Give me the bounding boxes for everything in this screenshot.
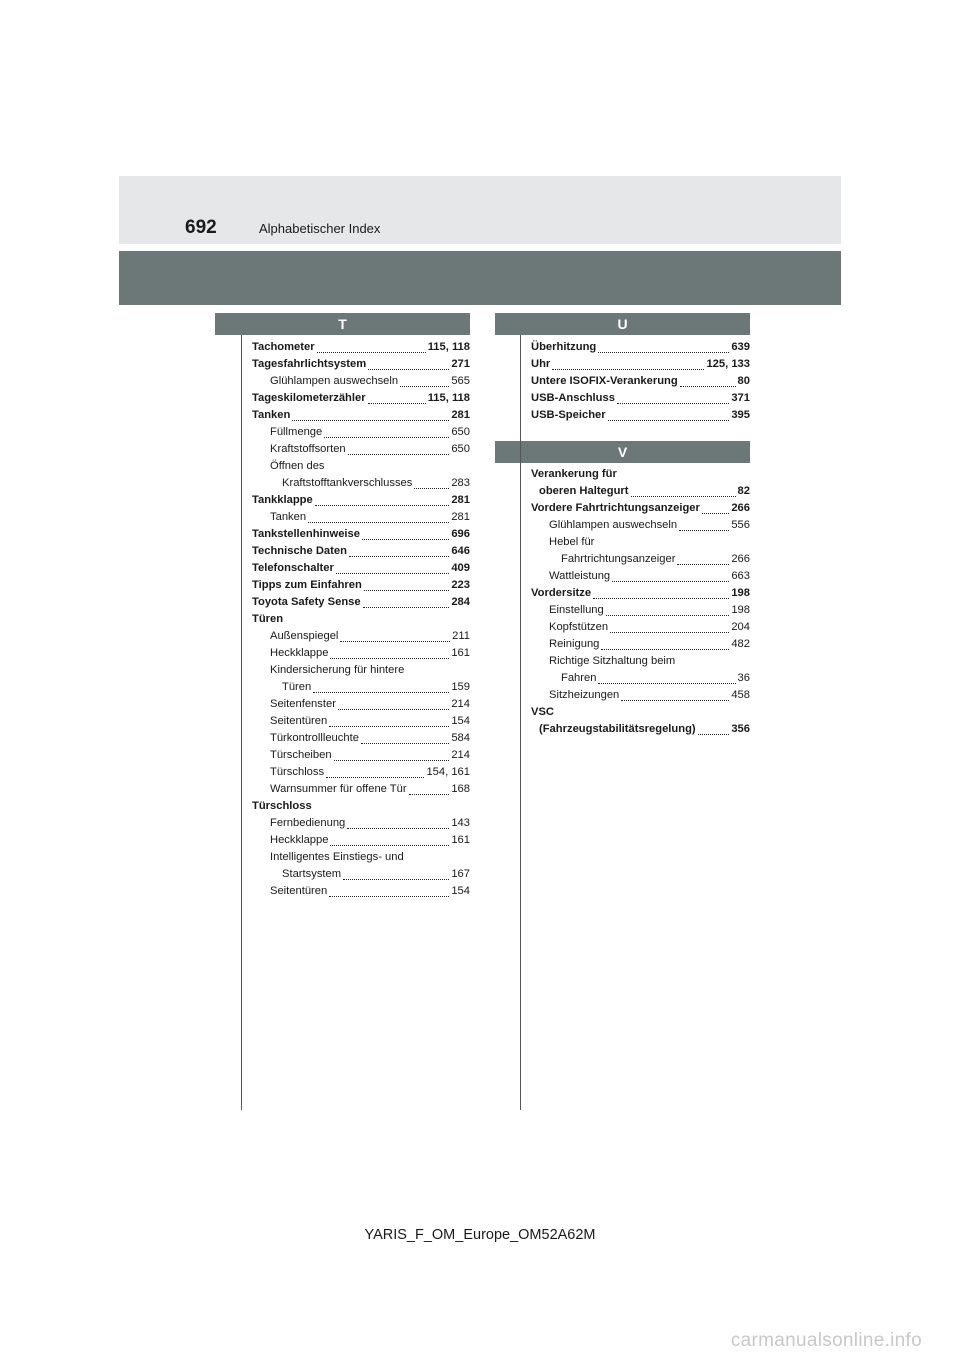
entry-page-ref: 663 bbox=[731, 570, 750, 582]
entry-term: Heckklappe bbox=[270, 834, 329, 846]
dot-leader bbox=[313, 682, 449, 693]
dot-leader bbox=[363, 597, 450, 608]
entry-term: Tankklappe bbox=[252, 494, 313, 506]
index-entry bbox=[252, 390, 470, 407]
entry-page-ref: 161 bbox=[451, 647, 470, 659]
index-entry bbox=[252, 339, 470, 356]
entry-term: Einstellung bbox=[549, 604, 604, 616]
index-entry bbox=[252, 866, 470, 883]
index-entry bbox=[531, 653, 750, 670]
entry-term: Richtige Sitzhaltung beim bbox=[549, 655, 676, 667]
index-entry bbox=[252, 492, 470, 509]
entry-term: Tanken bbox=[270, 511, 307, 523]
entry-page-ref: 143 bbox=[451, 817, 470, 829]
index-entry bbox=[252, 798, 470, 815]
index-entry bbox=[531, 670, 750, 687]
entry-term: Vordere Fahrtrichtungsanzeiger bbox=[531, 502, 700, 514]
entry-page-ref: 646 bbox=[451, 545, 470, 557]
dot-leader bbox=[368, 359, 449, 370]
entry-term: Türschloss bbox=[270, 766, 325, 778]
entry-page-ref: 281 bbox=[451, 409, 470, 421]
dot-leader bbox=[598, 673, 735, 684]
entry-page-ref: 482 bbox=[731, 638, 750, 650]
entry-term: Seitentüren bbox=[270, 715, 328, 727]
index-entry bbox=[531, 534, 750, 551]
entry-term: Vordersitze bbox=[531, 587, 592, 599]
entry-page-ref: 115, 118 bbox=[427, 392, 470, 404]
entry-page-ref: 271 bbox=[451, 358, 470, 370]
entry-term: Türen bbox=[252, 613, 284, 625]
dot-leader bbox=[347, 818, 449, 829]
document-code: YARIS_F_OM_Europe_OM52A62M bbox=[364, 1227, 596, 1243]
entry-page-ref: 395 bbox=[731, 409, 750, 421]
chapter-band bbox=[119, 251, 841, 305]
entry-term: Türen bbox=[282, 681, 312, 693]
dot-leader bbox=[621, 690, 729, 701]
entry-term: (Fahrzeugstabilitätsregelung) bbox=[539, 723, 696, 735]
index-entry bbox=[252, 543, 470, 560]
entry-term: VSC bbox=[531, 706, 555, 718]
entry-term: Sitzheizungen bbox=[549, 689, 620, 701]
index-entry bbox=[252, 356, 470, 373]
dot-leader bbox=[698, 724, 730, 735]
entry-page-ref: 154 bbox=[451, 885, 470, 897]
entry-page-ref: 556 bbox=[731, 519, 750, 531]
entry-term: USB-Anschluss bbox=[531, 392, 615, 404]
dot-leader bbox=[343, 869, 449, 880]
section-title: Alphabetischer Index bbox=[259, 221, 381, 236]
index-entry bbox=[252, 679, 470, 696]
index-column-v bbox=[531, 466, 750, 738]
dot-leader bbox=[292, 410, 449, 421]
entry-page-ref: 584 bbox=[451, 732, 470, 744]
index-entry bbox=[531, 466, 750, 483]
index-entry bbox=[531, 619, 750, 636]
index-entry bbox=[252, 662, 470, 679]
dot-leader bbox=[631, 486, 736, 497]
entry-page-ref: 283 bbox=[451, 477, 470, 489]
entry-page-ref: 266 bbox=[731, 553, 750, 565]
entry-term: Telefonschalter bbox=[252, 562, 334, 574]
entry-term: Warnsummer für offene Tür bbox=[270, 783, 407, 795]
index-entry bbox=[531, 500, 750, 517]
entry-term: Fahren bbox=[561, 672, 597, 684]
entry-term: Kraftstoffsorten bbox=[270, 443, 346, 455]
dot-leader bbox=[702, 503, 729, 514]
index-entry bbox=[252, 764, 470, 781]
dot-leader bbox=[330, 648, 449, 659]
entry-page-ref: 154, 161 bbox=[426, 766, 470, 778]
entry-term: Technische Daten bbox=[252, 545, 347, 557]
entry-term: Seitenfenster bbox=[270, 698, 336, 710]
index-entry bbox=[252, 577, 470, 594]
entry-page-ref: 36 bbox=[737, 672, 750, 684]
index-entry bbox=[252, 475, 470, 492]
entry-page-ref: 214 bbox=[451, 698, 470, 710]
index-entry bbox=[252, 713, 470, 730]
index-entry bbox=[531, 551, 750, 568]
dot-leader bbox=[677, 554, 729, 565]
entry-term: Überhitzung bbox=[531, 341, 597, 353]
entry-page-ref: 458 bbox=[731, 689, 750, 701]
index-entry bbox=[252, 526, 470, 543]
column-divider-right bbox=[520, 335, 521, 1110]
index-entry bbox=[531, 356, 750, 373]
entry-page-ref: 371 bbox=[731, 392, 750, 404]
entry-page-ref: 650 bbox=[451, 426, 470, 438]
entry-term: Kindersicherung für hintere bbox=[270, 664, 405, 676]
dot-leader bbox=[362, 529, 449, 540]
entry-page-ref: 639 bbox=[731, 341, 750, 353]
index-entry bbox=[252, 696, 470, 713]
entry-term: Fahrtrichtungsanzeiger bbox=[561, 553, 676, 565]
dot-leader bbox=[606, 605, 730, 616]
index-column-t bbox=[252, 339, 470, 900]
column-divider-left bbox=[241, 335, 242, 1110]
dot-leader bbox=[598, 342, 729, 353]
dot-leader bbox=[315, 495, 450, 506]
entry-term: Seitentüren bbox=[270, 885, 328, 897]
entry-term: USB-Speicher bbox=[531, 409, 606, 421]
entry-page-ref: 696 bbox=[451, 528, 470, 540]
entry-term: Tankstellenhinweise bbox=[252, 528, 360, 540]
entry-term: Wattleistung bbox=[549, 570, 611, 582]
entry-term: Öffnen des bbox=[270, 460, 325, 472]
dot-leader bbox=[340, 631, 450, 642]
index-entry bbox=[252, 458, 470, 475]
index-entry bbox=[252, 628, 470, 645]
entry-term: Hebel für bbox=[549, 536, 595, 548]
entry-term: Tanken bbox=[252, 409, 291, 421]
entry-term: Füllmenge bbox=[270, 426, 323, 438]
dot-leader bbox=[326, 767, 424, 778]
dot-leader bbox=[593, 588, 729, 599]
dot-leader bbox=[610, 622, 729, 633]
index-entry bbox=[252, 594, 470, 611]
entry-term: Reinigung bbox=[549, 638, 600, 650]
index-entry bbox=[531, 373, 750, 390]
entry-term: Intelligentes Einstiegs- und bbox=[270, 851, 404, 863]
index-entry bbox=[531, 483, 750, 500]
dot-leader bbox=[612, 571, 729, 582]
index-entry bbox=[252, 509, 470, 526]
entry-term: Startsystem bbox=[282, 868, 342, 880]
entry-term: Türschloss bbox=[252, 800, 312, 812]
entry-page-ref: 198 bbox=[731, 587, 750, 599]
index-entry bbox=[531, 407, 750, 424]
entry-page-ref: 82 bbox=[737, 485, 750, 497]
dot-leader bbox=[329, 716, 449, 727]
entry-term: Glühlampen auswechseln bbox=[549, 519, 678, 531]
index-entry bbox=[252, 611, 470, 628]
entry-term: Glühlampen auswechseln bbox=[270, 375, 399, 387]
dot-leader bbox=[308, 512, 449, 523]
dot-leader bbox=[348, 444, 450, 455]
entry-term: Untere ISOFIX-Verankerung bbox=[531, 375, 678, 387]
entry-page-ref: 565 bbox=[451, 375, 470, 387]
index-entry bbox=[531, 568, 750, 585]
index-column-u bbox=[531, 339, 750, 424]
entry-page-ref: 281 bbox=[451, 511, 470, 523]
dot-leader bbox=[414, 478, 449, 489]
index-entry bbox=[252, 560, 470, 577]
index-entry bbox=[252, 407, 470, 424]
entry-page-ref: 281 bbox=[451, 494, 470, 506]
dot-leader bbox=[338, 699, 449, 710]
index-entry bbox=[531, 721, 750, 738]
entry-page-ref: 161 bbox=[451, 834, 470, 846]
entry-term: Tachometer bbox=[252, 341, 315, 353]
dot-leader bbox=[368, 393, 426, 404]
entry-page-ref: 167 bbox=[451, 868, 470, 880]
index-entry bbox=[531, 636, 750, 653]
entry-page-ref: 409 bbox=[451, 562, 470, 574]
index-entry bbox=[252, 832, 470, 849]
index-entry bbox=[531, 339, 750, 356]
header-band bbox=[119, 176, 841, 244]
dot-leader bbox=[349, 546, 449, 557]
index-entry bbox=[252, 815, 470, 832]
index-entry bbox=[252, 883, 470, 900]
letter-heading-t: T bbox=[215, 313, 470, 335]
index-entry bbox=[252, 441, 470, 458]
entry-term: Fernbedienung bbox=[270, 817, 346, 829]
letter-heading-v: V bbox=[495, 441, 750, 463]
dot-leader bbox=[364, 580, 450, 591]
index-entry bbox=[531, 704, 750, 721]
dot-leader bbox=[330, 835, 449, 846]
entry-page-ref: 115, 118 bbox=[427, 341, 470, 353]
page-number: 692 bbox=[185, 217, 217, 238]
watermark: carmanualsonline.info bbox=[730, 1330, 922, 1351]
entry-term: Türscheiben bbox=[270, 749, 332, 761]
entry-term: Uhr bbox=[531, 358, 551, 370]
index-entry bbox=[252, 373, 470, 390]
entry-page-ref: 650 bbox=[451, 443, 470, 455]
index-entry bbox=[252, 645, 470, 662]
entry-page-ref: 211 bbox=[452, 630, 470, 642]
entry-page-ref: 198 bbox=[731, 604, 750, 616]
entry-page-ref: 204 bbox=[731, 621, 750, 633]
dot-leader bbox=[679, 520, 729, 531]
dot-leader bbox=[317, 342, 426, 353]
index-entry bbox=[531, 390, 750, 407]
entry-term: Verankerung für bbox=[531, 468, 617, 480]
entry-term: Kraftstofftankverschlusses bbox=[282, 477, 413, 489]
entry-term: Toyota Safety Sense bbox=[252, 596, 361, 608]
entry-term: Außenspiegel bbox=[270, 630, 339, 642]
entry-page-ref: 223 bbox=[451, 579, 470, 591]
letter-heading-u: U bbox=[495, 313, 750, 335]
entry-page-ref: 154 bbox=[451, 715, 470, 727]
index-entry bbox=[531, 602, 750, 619]
entry-term: Tagesfahrlichtsystem bbox=[252, 358, 367, 370]
index-entry bbox=[252, 424, 470, 441]
entry-page-ref: 284 bbox=[451, 596, 470, 608]
dot-leader bbox=[336, 563, 449, 574]
dot-leader bbox=[409, 784, 450, 795]
dot-leader bbox=[680, 376, 736, 387]
dot-leader bbox=[329, 886, 449, 897]
entry-page-ref: 125, 133 bbox=[706, 358, 750, 370]
dot-leader bbox=[334, 750, 450, 761]
dot-leader bbox=[608, 410, 730, 421]
entry-page-ref: 356 bbox=[731, 723, 750, 735]
entry-page-ref: 168 bbox=[451, 783, 470, 795]
index-entry bbox=[531, 687, 750, 704]
entry-term: Tipps zum Einfahren bbox=[252, 579, 362, 591]
entry-term: Tageskilometerzähler bbox=[252, 392, 366, 404]
entry-term: oberen Haltegurt bbox=[539, 485, 629, 497]
index-entry bbox=[252, 747, 470, 764]
dot-leader bbox=[361, 733, 449, 744]
entry-term: Heckklappe bbox=[270, 647, 329, 659]
index-entry bbox=[531, 517, 750, 534]
dot-leader bbox=[324, 427, 449, 438]
index-entry bbox=[531, 585, 750, 602]
index-entry bbox=[252, 730, 470, 747]
dot-leader bbox=[601, 639, 729, 650]
index-entry bbox=[252, 781, 470, 798]
dot-leader bbox=[617, 393, 729, 404]
dot-leader bbox=[552, 359, 704, 370]
entry-page-ref: 266 bbox=[731, 502, 750, 514]
entry-term: Türkontrollleuchte bbox=[270, 732, 359, 744]
index-entry bbox=[252, 849, 470, 866]
entry-page-ref: 159 bbox=[451, 681, 470, 693]
dot-leader bbox=[400, 376, 449, 387]
entry-page-ref: 80 bbox=[737, 375, 750, 387]
entry-term: Kopfstützen bbox=[549, 621, 609, 633]
entry-page-ref: 214 bbox=[451, 749, 470, 761]
